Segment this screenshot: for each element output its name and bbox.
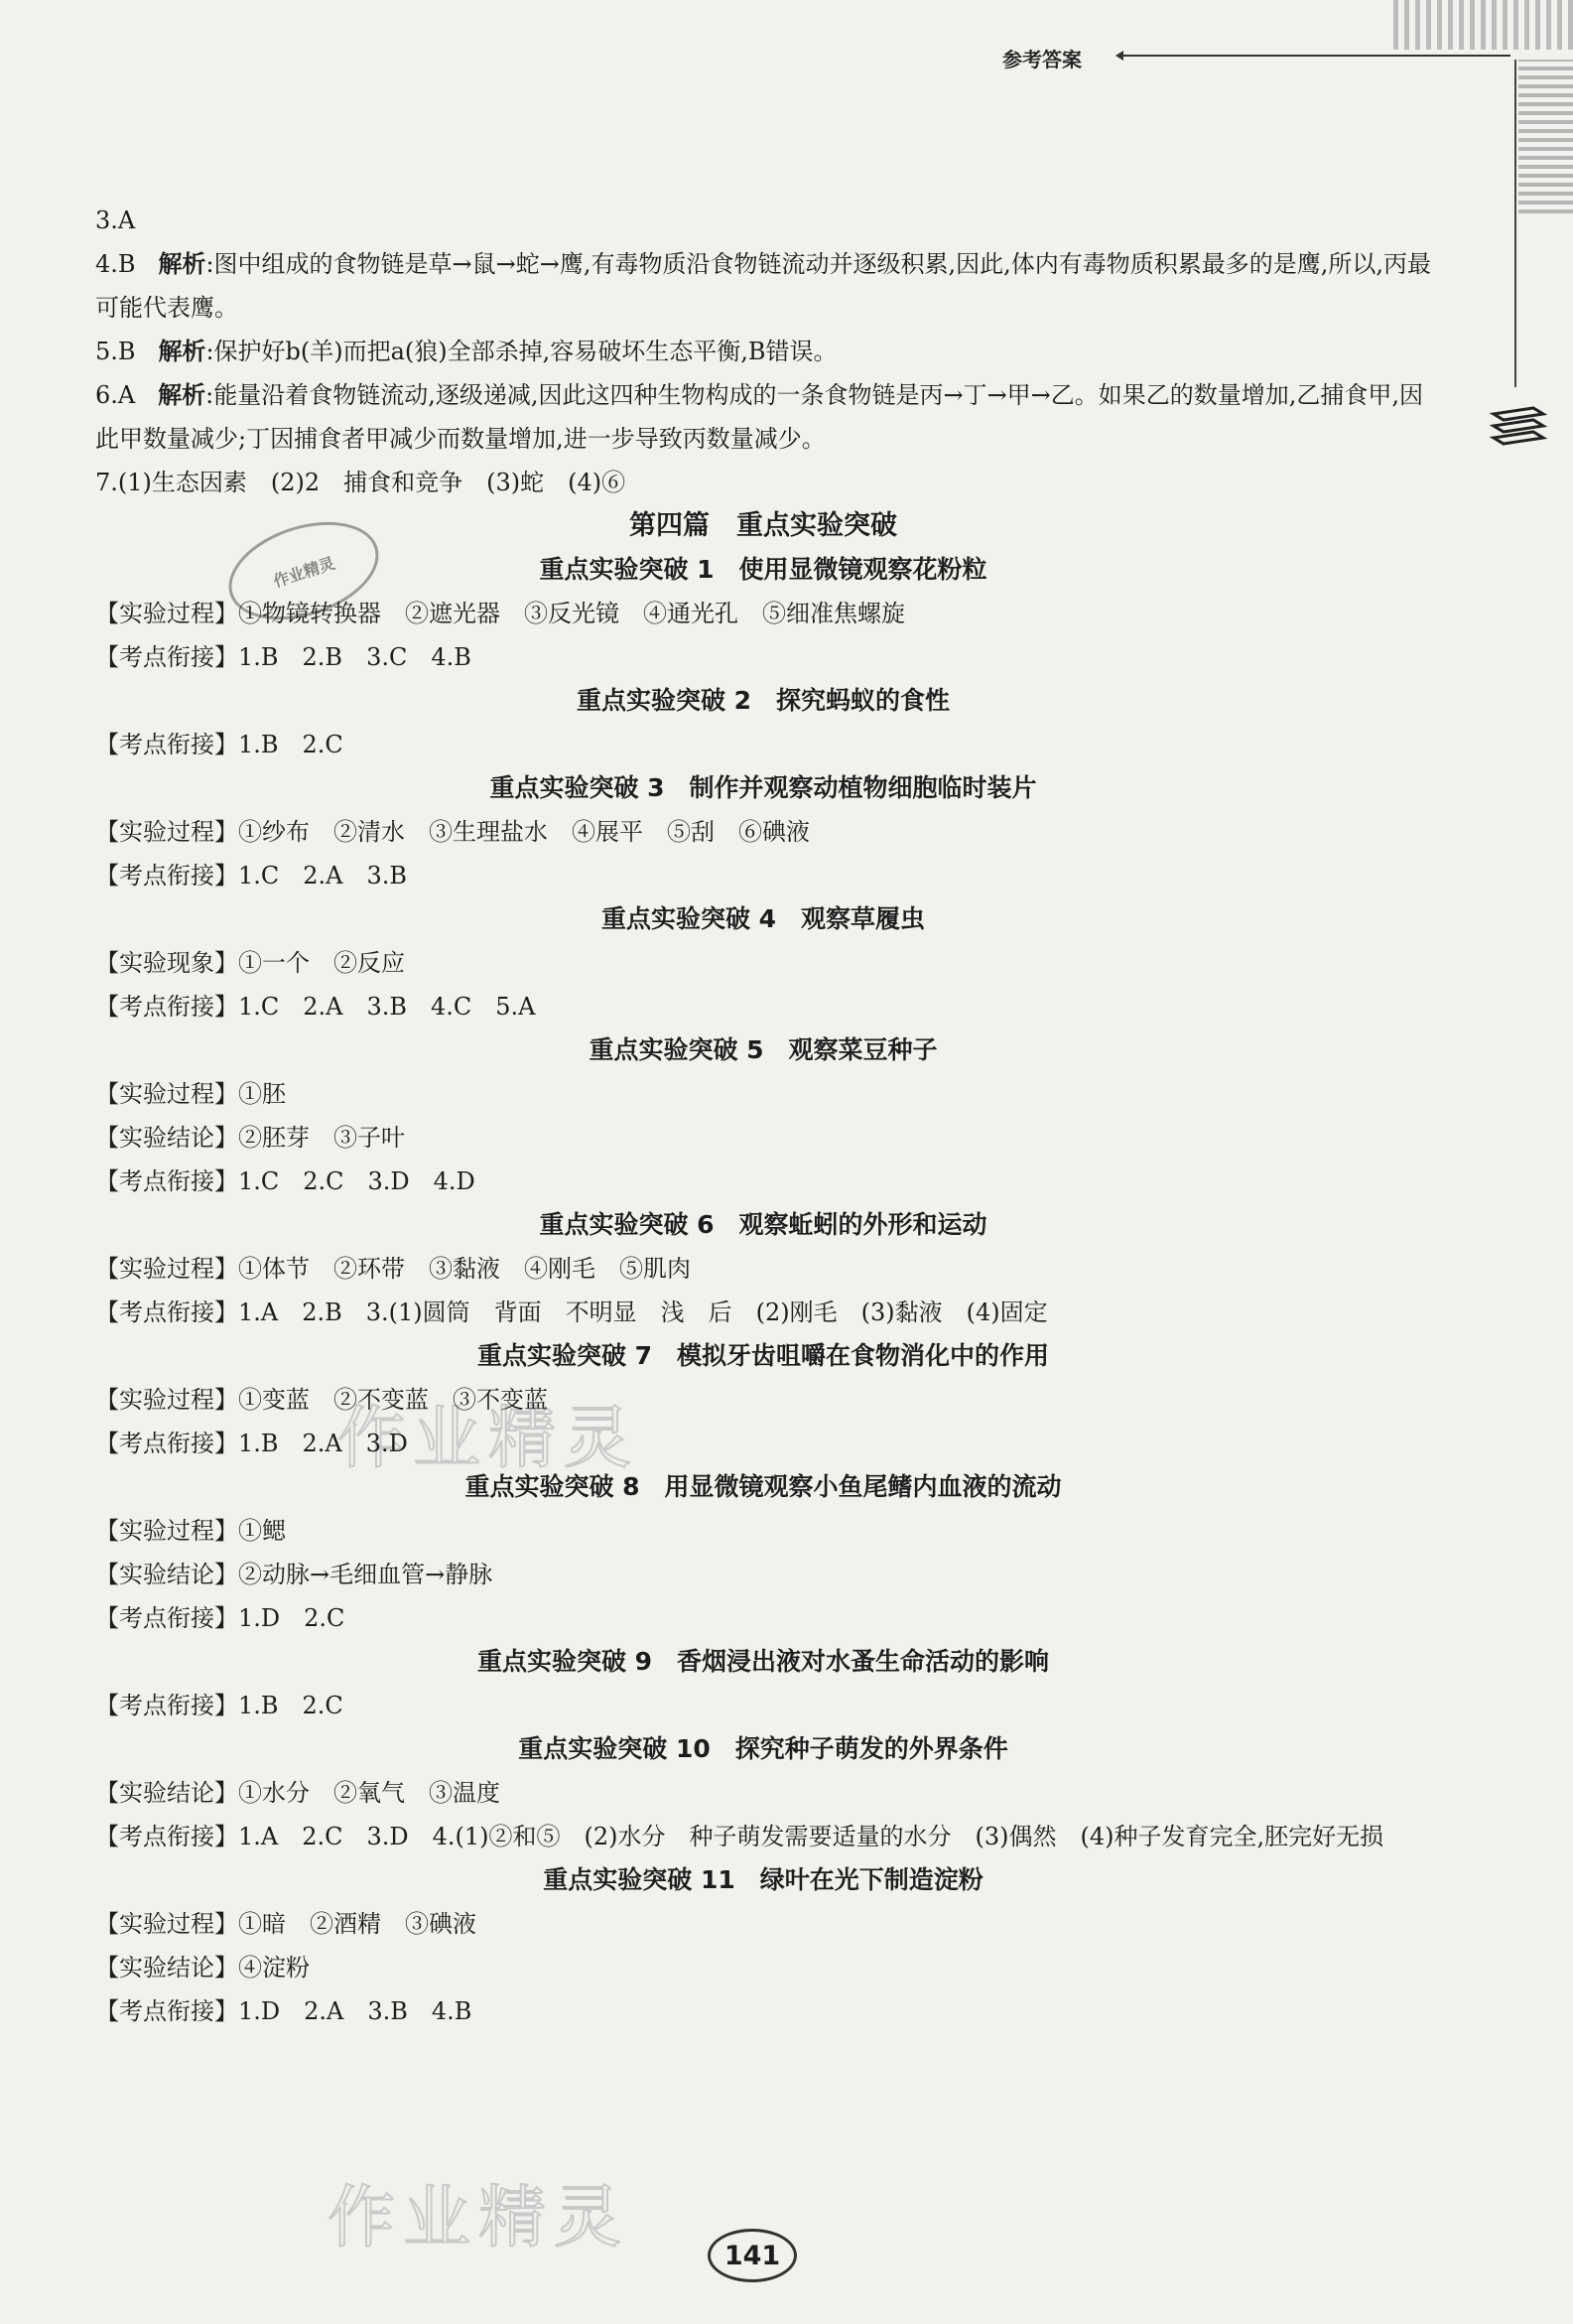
- section-line: 【考点衔接】1.B 2.B 3.C 4.B: [95, 643, 471, 671]
- section-line: 【考点衔接】1.B 2.C: [95, 1692, 343, 1719]
- section-line: 【实验过程】①暗 ②酒精 ③碘液: [95, 1910, 476, 1938]
- section-line: 【考点衔接】1.B 2.A 3.D: [95, 1430, 408, 1457]
- answer-line: 3.A: [95, 206, 136, 234]
- section-line: 【考点衔接】1.C 2.A 3.B 4.C 5.A: [95, 993, 536, 1021]
- section-line: 【实验结论】②胚芽 ③子叶: [95, 1124, 405, 1152]
- side-stripe-decoration: [1518, 60, 1573, 213]
- answer-content: [95, 199, 1431, 2033]
- answer-item: [95, 242, 1431, 330]
- section-line: 【考点衔接】1.B 2.C: [95, 731, 343, 758]
- section-title: 重点实验突破 10 探究种子萌发的外界条件: [518, 1734, 1008, 1763]
- side-rule: [1514, 60, 1516, 387]
- section-title: 重点实验突破 8 用显微镜观察小鱼尾鳍内血液的流动: [464, 1472, 1062, 1501]
- watermark: 作业精灵: [337, 1400, 640, 1478]
- section-title: 重点实验突破 4 观察草履虫: [600, 904, 926, 933]
- answer-line: 7.(1)生态因素 (2)2 捕食和竞争 (3)蛇 (4)⑥: [95, 469, 626, 496]
- page-number: 141: [708, 2229, 797, 2282]
- analysis-label: 解析: [158, 381, 206, 409]
- section-title: 重点实验突破 7 模拟牙齿咀嚼在食物消化中的作用: [476, 1341, 1050, 1370]
- answer-number: 6.A: [95, 381, 136, 409]
- section-line: 【实验现象】①一个 ②反应: [95, 949, 405, 977]
- books-icon: [1489, 402, 1548, 452]
- section-line: 【实验结论】④淀粉: [95, 1954, 310, 1982]
- section-line: 【考点衔接】1.D 2.A 3.B 4.B: [95, 1997, 472, 2025]
- section-line: 【实验过程】①鳃: [95, 1517, 286, 1545]
- answer-item: [95, 373, 1431, 461]
- part-title: 第四篇 重点实验突破: [629, 510, 897, 541]
- section-line: 【实验结论】①水分 ②氧气 ③温度: [95, 1779, 500, 1807]
- watermark: 作业精灵: [328, 2179, 630, 2257]
- section-line: 【实验过程】①体节 ②环带 ③黏液 ④刚毛 ⑤肌肉: [95, 1255, 691, 1283]
- section-line: 【考点衔接】1.A 2.C 3.D 4.(1)②和⑤ (2)水分 种子萌发需要适量的水分 (3)偶然 (4)种子发育完全,胚完好无损: [95, 1823, 1384, 1850]
- section-line: 【实验过程】①纱布 ②清水 ③生理盐水 ④展平 ⑤刮 ⑥碘液: [95, 818, 810, 846]
- section-line: 【实验过程】①胚: [95, 1080, 286, 1108]
- section-title: 重点实验突破 6 观察蚯蚓的外形和运动: [539, 1210, 987, 1239]
- header-stripe-decoration: [1393, 0, 1573, 50]
- section-title: 重点实验突破 1 使用显微镜观察花粉粒: [539, 555, 987, 584]
- header-arrow: [1121, 55, 1510, 57]
- section-title: 重点实验突破 9 香烟浸出液对水蚤生命活动的影响: [476, 1647, 1050, 1676]
- analysis-label: 解析: [158, 250, 206, 278]
- section-line: 【实验过程】①物镜转换器 ②遮光器 ③反光镜 ④通光孔 ⑤细准焦螺旋: [95, 600, 905, 627]
- stamp: 作业精灵: [216, 504, 391, 637]
- section-line: 【考点衔接】1.D 2.C: [95, 1604, 345, 1632]
- answer-number: 4.B: [95, 250, 136, 278]
- section-line: 【实验结论】②动脉→毛细血管→静脉: [95, 1561, 493, 1588]
- section-line: 【考点衔接】1.C 2.A 3.B: [95, 862, 408, 889]
- section-line: 【考点衔接】1.A 2.B 3.(1)圆筒 背面 不明显 浅 后 (2)刚毛 (3)黏液 (4)固定: [95, 1299, 1048, 1326]
- section-title: 重点实验突破 5 观察菜豆种子: [589, 1035, 938, 1064]
- analysis-label: 解析: [158, 338, 206, 365]
- analysis-text: :保护好b(羊)而把a(狼)全部杀掉,容易破坏生态平衡,B错误。: [205, 338, 838, 365]
- section-title: 重点实验突破 3 制作并观察动植物细胞临时装片: [489, 773, 1037, 802]
- section-title: 重点实验突破 11 绿叶在光下制造淀粉: [543, 1865, 983, 1894]
- section-title: 重点实验突破 2 探究蚂蚁的食性: [576, 686, 951, 715]
- section-line: 【考点衔接】1.C 2.C 3.D 4.D: [95, 1167, 475, 1195]
- answer-number: 5.B: [95, 338, 136, 365]
- analysis-text: :图中组成的食物链是草→鼠→蛇→鹰,有毒物质沿食物链流动并逐级积累,因此,体内有毒物质积累最多的是鹰,所以,丙最可能代表鹰。: [95, 250, 1431, 322]
- section-line: 【实验过程】①变蓝 ②不变蓝 ③不变蓝: [95, 1386, 548, 1414]
- analysis-text: :能量沿着食物链流动,逐级递减,因此这四种生物构成的一条食物链是丙→丁→甲→乙。如果乙的数量增加,乙捕食甲,因此甲数量减少;丁因捕食者甲减少而数量增加,进一步导致丙数量减少。: [95, 381, 1424, 453]
- answer-item: [95, 330, 1431, 373]
- header-label: 参考答案: [1002, 48, 1082, 71]
